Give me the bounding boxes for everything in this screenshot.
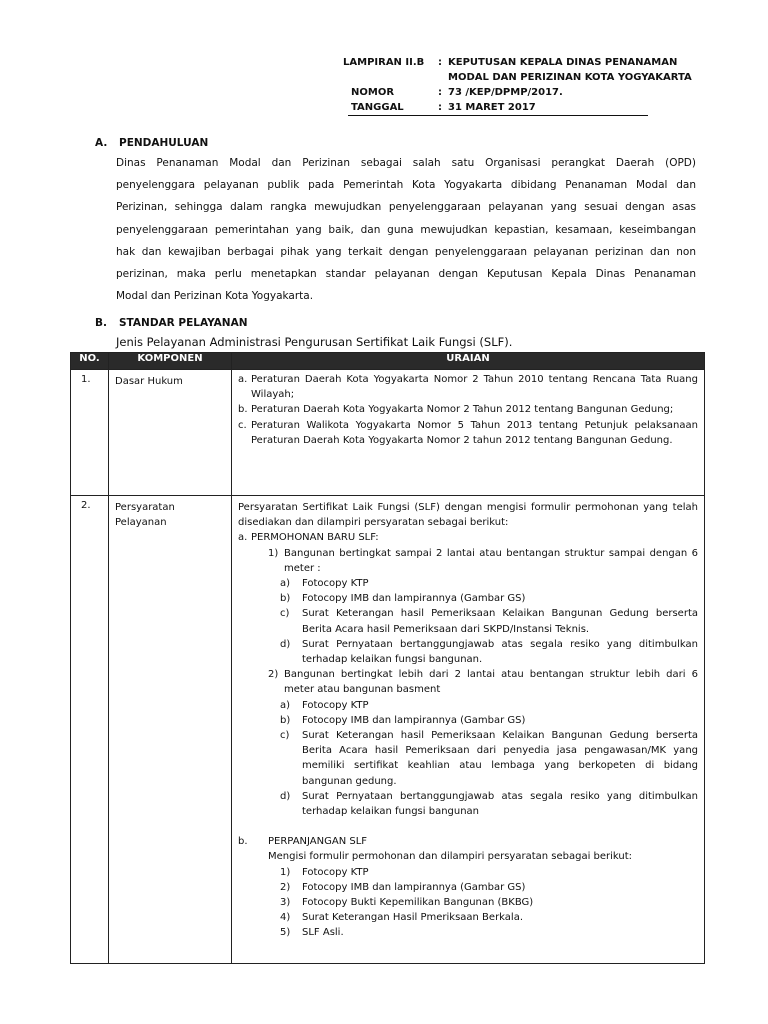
list-item bbox=[238, 925, 698, 940]
list-text: Surat Keterangan hasil Pemeriksaan Kelaikan Bangunan Gedung berserta Berita Acara hasil Pemeriksaan dari SKPD/Instansi Teknis. bbox=[302, 608, 698, 635]
document-header bbox=[343, 55, 692, 115]
list-text: Bangunan bertingkat lebih dari 2 lantai atau bentangan struktur lebih dari 6 meter atau bangunan basment bbox=[284, 669, 698, 696]
section-a-heading bbox=[95, 137, 208, 149]
section-b-subtitle: Jenis Pelayanan Administrasi Pengurusan Sertifikat Laik Fungsi (SLF). bbox=[116, 335, 513, 349]
list-text: Peraturan Daerah Kota Yogyakarta Nomor 2 Tahun 2012 tentang Bangunan Gedung; bbox=[251, 404, 674, 416]
list-marker: d) bbox=[280, 790, 291, 802]
colon: : bbox=[438, 87, 442, 98]
keputusan-line1: KEPUTUSAN KEPALA DINAS PENANAMAN bbox=[448, 57, 678, 68]
paragraph-line: hak dan kewajiban berbagai pihak yang terkait dengan penyelenggaraan pelayanan perizinan dan non bbox=[116, 245, 696, 258]
section-a-title: PENDAHULUAN bbox=[119, 137, 209, 149]
paragraph-line: Perizinan, sehingga dalam rangka mewujudkan penyelenggaraan pelayanan yang sesuai dengan asas bbox=[116, 201, 696, 214]
header-no: NO. bbox=[71, 353, 109, 370]
row2-uraian bbox=[232, 496, 705, 964]
tanggal-value: 31 MARET 2017 bbox=[448, 102, 536, 113]
section-b-heading bbox=[95, 317, 248, 329]
list-text: Fotocopy KTP bbox=[302, 578, 369, 590]
list-text: Bangunan bertingkat sampai 2 lantai atau bentangan struktur sampai dengan 6 meter : bbox=[284, 547, 698, 574]
list-marker: b) bbox=[280, 593, 291, 605]
header-komponen: KOMPONEN bbox=[109, 353, 232, 370]
list-text: Fotocopy KTP bbox=[302, 699, 369, 711]
section-b-label: B. bbox=[95, 317, 107, 329]
list-item bbox=[238, 576, 698, 591]
komponen-line: Persyaratan bbox=[115, 502, 175, 513]
tanggal-label: TANGGAL bbox=[351, 102, 404, 113]
perpanjangan-intro: Mengisi formulir permohonan dan dilampiri persyaratan sebagai berikut: bbox=[268, 851, 633, 863]
list-marker: b) bbox=[280, 714, 291, 726]
list-marker: a. bbox=[238, 374, 248, 385]
paragraph-line: Dinas Penanaman Modal dan Perizinan sebagai salah satu Organisasi perangkat Daerah (OPD) bbox=[116, 157, 696, 169]
nomor-label: NOMOR bbox=[351, 87, 395, 98]
lampiran-label: LAMPIRAN II.B bbox=[343, 57, 425, 68]
list-text: SLF Asli. bbox=[302, 927, 344, 939]
standar-pelayanan-table bbox=[70, 352, 705, 964]
list-text: Fotocopy IMB dan lampirannya (Gambar GS) bbox=[302, 593, 526, 605]
list-marker: b. bbox=[238, 836, 248, 848]
list-item bbox=[238, 728, 698, 789]
list-item bbox=[238, 698, 698, 713]
header-row-nomor bbox=[343, 85, 648, 100]
list-marker: 3) bbox=[280, 897, 291, 909]
list-text: Peraturan Walikota Yogyakarta Nomor 5 Tahun 2013 tentang Petunjuk pelaksanaan Peraturan Daerah Kota Yogyakarta Nomor 2 tahun 2012 tentang Bangunan Gedung. bbox=[251, 419, 698, 446]
table-row bbox=[71, 370, 705, 496]
list-marker: b. bbox=[238, 404, 248, 416]
list-item bbox=[238, 834, 698, 849]
table-header-row bbox=[71, 353, 705, 370]
list-marker: a) bbox=[280, 699, 291, 711]
paragraph-line: penyelenggaraan pemerintahan yang baik, dan guna mewujudkan kepastian, kesamaan, keseimbangan bbox=[116, 223, 696, 236]
list-text: Surat Pernyataan bertanggungjawab atas segala resiko yang ditimbulkan terhadap kelaikan fungsi bangunan. bbox=[302, 638, 698, 666]
list-item bbox=[238, 606, 698, 636]
list-item bbox=[238, 402, 698, 417]
keputusan-line2: MODAL DAN PERIZINAN KOTA YOGYAKARTA bbox=[448, 72, 692, 83]
row2-no: 2. bbox=[71, 496, 109, 964]
list-item bbox=[238, 667, 698, 697]
list-item bbox=[238, 591, 698, 606]
list-text: Fotocopy IMB dan lampirannya (Gambar GS) bbox=[302, 881, 526, 893]
list-marker: 5) bbox=[280, 927, 291, 939]
table-row bbox=[71, 496, 705, 964]
list-marker: d) bbox=[280, 638, 291, 650]
list-marker: 2) bbox=[268, 669, 279, 681]
list-text: PERMOHONAN BARU SLF: bbox=[251, 532, 379, 544]
komponen-line: Pelayanan bbox=[115, 517, 167, 528]
list-marker: c) bbox=[280, 608, 290, 620]
list-item bbox=[238, 372, 698, 402]
section-a-paragraph bbox=[116, 152, 696, 307]
list-marker: c. bbox=[238, 419, 247, 431]
list-marker: 1) bbox=[268, 547, 279, 559]
colon: : bbox=[438, 57, 442, 68]
list-text: Surat Keterangan Hasil Pmeriksaan Berkala. bbox=[302, 912, 524, 924]
row1-uraian bbox=[232, 370, 705, 496]
list-marker: a. bbox=[238, 532, 248, 544]
row1-komponen: Dasar Hukum bbox=[109, 370, 232, 496]
list-text: Surat Pernyataan bertanggungjawab atas segala resiko yang ditimbulkan terhadap kelaikan fungsi bangunan bbox=[302, 790, 698, 818]
uraian-intro: Persyaratan Sertifikat Laik Fungsi (SLF) dengan mengisi formulir permohonan yang telah disediakan dan dilampiri persyaratan sebagai berikut: bbox=[238, 502, 698, 529]
list-text: Fotocopy KTP bbox=[302, 866, 369, 878]
list-text: Peraturan Daerah Kota Yogyakarta Nomor 2 Tahun 2010 tentang Rencana Tata Ruang Wilayah; bbox=[251, 374, 698, 401]
list-marker: 4) bbox=[280, 912, 291, 924]
header-row-lampiran bbox=[343, 55, 678, 70]
paragraph-line: Modal dan Perizinan Kota Yogyakarta. bbox=[116, 290, 314, 303]
nomor-value: 73 /KEP/DPMP/2017. bbox=[448, 87, 563, 98]
list-item bbox=[238, 895, 698, 910]
header-row-tanggal bbox=[343, 100, 648, 115]
list-text: Fotocopy IMB dan lampirannya (Gambar GS) bbox=[302, 714, 526, 726]
list-item bbox=[238, 530, 698, 545]
paragraph-line: perizinan, maka perlu menetapkan standar pelayanan dengan Keputusan Kepala Dinas Penanaman bbox=[116, 268, 696, 281]
section-a-label: A. bbox=[95, 137, 108, 149]
list-marker: c) bbox=[280, 730, 290, 742]
header-row-keputusan2 bbox=[343, 70, 692, 85]
row1-no: 1. bbox=[71, 370, 109, 496]
list-marker: a) bbox=[280, 578, 291, 590]
list-item bbox=[238, 789, 698, 819]
list-text: Fotocopy Bukti Kepemilikan Bangunan (BKBG) bbox=[302, 897, 534, 909]
list-text: PERPANJANGAN SLF bbox=[268, 836, 368, 848]
list-item bbox=[238, 546, 698, 576]
list-marker: 2) bbox=[280, 881, 291, 893]
list-text: Surat Keterangan hasil Pemeriksaan Kelaikan Bangunan Gedung berserta Berita Acara hasil Pemeriksaan dari penyedia jasa pengawasan/MK yang memiliki sertifikat keahlian atau lembaga yang berkopeten di bidang bangunan gedung. bbox=[302, 730, 698, 787]
colon: : bbox=[438, 102, 442, 113]
header-underline bbox=[348, 115, 648, 116]
paragraph-line: penyelenggara pelayanan publik pada Pemerintah Kota Yogyakarta dibidang Penanaman Modal dan bbox=[116, 179, 696, 192]
list-item bbox=[238, 637, 698, 667]
list-item bbox=[238, 880, 698, 895]
section-b-title: STANDAR PELAYANAN bbox=[119, 317, 248, 329]
list-marker: 1) bbox=[280, 866, 291, 878]
list-item bbox=[238, 910, 698, 925]
list-item bbox=[238, 713, 698, 728]
row2-komponen bbox=[109, 496, 232, 964]
list-item bbox=[238, 418, 698, 448]
header-uraian: URAIAN bbox=[232, 353, 705, 370]
list-item bbox=[238, 865, 698, 880]
